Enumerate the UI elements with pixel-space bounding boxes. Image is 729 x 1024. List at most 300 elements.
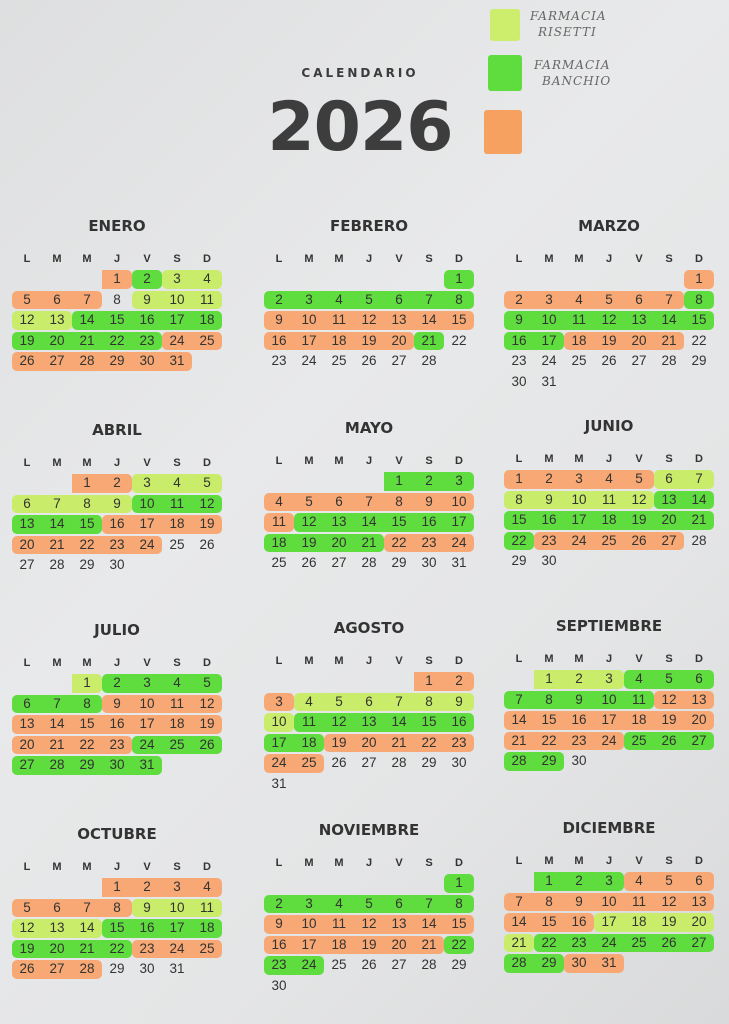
day-cell: 19 bbox=[654, 711, 684, 730]
day-cell: 17 bbox=[162, 919, 192, 938]
day-cell: 28 bbox=[72, 352, 102, 371]
weekday-label: M bbox=[52, 457, 62, 469]
day-cell: 29 bbox=[534, 752, 564, 771]
day-cell: 4 bbox=[324, 291, 354, 310]
day-cell: 24 bbox=[132, 536, 162, 555]
day-cell: 8 bbox=[102, 899, 132, 918]
empty-cell bbox=[354, 873, 384, 894]
weekday-label: S bbox=[425, 857, 433, 869]
day-cell: 3 bbox=[132, 674, 162, 693]
day-cell: 15 bbox=[504, 511, 534, 530]
day-cell: 5 bbox=[192, 674, 222, 693]
day-cell: 20 bbox=[384, 332, 414, 351]
day-cell: 14 bbox=[42, 515, 72, 534]
day-cell: 14 bbox=[654, 311, 684, 330]
month-name: MAYO bbox=[344, 419, 394, 437]
month-block-octubre bbox=[12, 824, 222, 980]
day-cell: 19 bbox=[294, 534, 324, 553]
day-cell: 21 bbox=[414, 936, 444, 955]
day-cell: 5 bbox=[12, 899, 42, 918]
day-cell: 20 bbox=[324, 534, 354, 553]
weekday-label: D bbox=[455, 857, 463, 869]
day-cell: 24 bbox=[564, 532, 594, 551]
weekday-label: V bbox=[395, 857, 403, 869]
weekday-label: M bbox=[82, 657, 92, 669]
day-cell: 29 bbox=[691, 353, 707, 368]
day-cell: 26 bbox=[12, 352, 42, 371]
weekday-label: M bbox=[304, 253, 314, 265]
legend-label: FARMACIA bbox=[530, 9, 607, 23]
day-cell: 25 bbox=[331, 957, 347, 972]
day-cell: 8 bbox=[384, 493, 414, 512]
day-cell: 14 bbox=[414, 915, 444, 934]
day-cell: 17 bbox=[564, 511, 594, 530]
day-cell: 13 bbox=[12, 715, 42, 734]
day-cell: 20 bbox=[354, 734, 384, 753]
day-cell: 2 bbox=[444, 672, 474, 691]
day-cell: 4 bbox=[192, 270, 222, 289]
weekday-label: J bbox=[113, 657, 121, 669]
weekday-label: J bbox=[605, 653, 613, 665]
weekday-label: V bbox=[143, 253, 151, 265]
weekday-label: D bbox=[455, 455, 463, 467]
empty-cell bbox=[72, 877, 102, 898]
day-cell: 31 bbox=[451, 555, 467, 570]
day-cell: 4 bbox=[264, 493, 294, 512]
legend-swatch-green bbox=[488, 55, 522, 91]
day-cell: 22 bbox=[72, 536, 102, 555]
day-cell: 25 bbox=[192, 940, 222, 959]
day-cell: 26 bbox=[361, 957, 377, 972]
day-cell: 21 bbox=[654, 332, 684, 351]
day-cell: 25 bbox=[624, 732, 654, 751]
month-name: ENERO bbox=[88, 217, 146, 235]
weekday-label: S bbox=[665, 855, 673, 867]
day-cell: 19 bbox=[354, 332, 384, 351]
empty-cell bbox=[564, 269, 594, 290]
weekday-label: J bbox=[113, 861, 121, 873]
weekday-label: M bbox=[304, 857, 314, 869]
month-grid bbox=[12, 857, 222, 980]
day-cell: 13 bbox=[684, 893, 714, 912]
day-cell: 7 bbox=[42, 495, 72, 514]
day-cell: 18 bbox=[294, 734, 324, 753]
day-cell: 13 bbox=[42, 919, 72, 938]
day-cell: 29 bbox=[109, 961, 125, 976]
day-cell: 29 bbox=[72, 756, 102, 775]
day-cell: 20 bbox=[684, 711, 714, 730]
day-cell: 30 bbox=[271, 977, 287, 993]
legend-label: RISETTI bbox=[538, 25, 597, 39]
empty-cell bbox=[264, 471, 294, 492]
legend-swatch-yellowgreen bbox=[490, 9, 520, 41]
day-cell: 10 bbox=[294, 311, 324, 330]
day-cell: 8 bbox=[72, 495, 102, 514]
day-cell: 23 bbox=[132, 332, 162, 351]
day-cell: 9 bbox=[264, 311, 294, 330]
legend-label: FARMACIA bbox=[534, 58, 611, 72]
day-cell: 23 bbox=[534, 532, 564, 551]
day-cell: 2 bbox=[534, 470, 564, 489]
day-cell: 7 bbox=[384, 693, 414, 712]
day-cell: 17 bbox=[594, 913, 624, 932]
empty-cell bbox=[504, 669, 534, 690]
day-cell: 23 bbox=[414, 534, 444, 553]
weekday-label: S bbox=[173, 457, 181, 469]
empty-cell bbox=[294, 873, 324, 894]
day-cell: 29 bbox=[391, 555, 407, 570]
empty-cell bbox=[294, 471, 324, 492]
day-cell: 29 bbox=[534, 954, 564, 973]
day-cell: 3 bbox=[594, 670, 624, 689]
day-cell: 26 bbox=[192, 736, 222, 755]
day-cell: 21 bbox=[684, 511, 714, 530]
day-cell: 30 bbox=[109, 557, 125, 572]
weekday-label: M bbox=[574, 855, 584, 867]
day-cell: 30 bbox=[541, 553, 557, 568]
day-cell: 27 bbox=[684, 732, 714, 751]
day-cell: 19 bbox=[192, 715, 222, 734]
day-cell: 1 bbox=[504, 470, 534, 489]
weekday-label: S bbox=[173, 253, 181, 265]
day-cell: 30 bbox=[571, 753, 587, 768]
day-cell: 24 bbox=[264, 754, 294, 773]
weekday-label: M bbox=[52, 253, 62, 265]
day-cell: 3 bbox=[534, 291, 564, 310]
day-cell: 13 bbox=[684, 691, 714, 710]
day-cell: 19 bbox=[324, 734, 354, 753]
weekday-label: M bbox=[334, 253, 344, 265]
day-cell: 24 bbox=[162, 940, 192, 959]
month-name: ABRIL bbox=[92, 421, 142, 439]
day-cell: 2 bbox=[132, 878, 162, 897]
day-cell: 10 bbox=[444, 493, 474, 512]
weekday-label: M bbox=[304, 655, 314, 667]
day-cell: 6 bbox=[684, 872, 714, 891]
day-cell: 11 bbox=[162, 495, 192, 514]
empty-cell bbox=[354, 269, 384, 290]
month-block-abril bbox=[12, 420, 222, 576]
empty-cell bbox=[42, 473, 72, 494]
day-cell: 12 bbox=[12, 311, 42, 330]
day-cell: 8 bbox=[444, 291, 474, 310]
empty-cell bbox=[264, 671, 294, 692]
calendar-year: 2026 bbox=[267, 88, 453, 167]
day-cell: 7 bbox=[504, 893, 534, 912]
day-cell: 5 bbox=[594, 291, 624, 310]
day-cell: 28 bbox=[361, 555, 377, 570]
day-cell: 5 bbox=[324, 693, 354, 712]
empty-cell bbox=[354, 471, 384, 492]
empty-cell bbox=[384, 269, 414, 290]
day-cell: 11 bbox=[294, 713, 324, 732]
day-cell: 5 bbox=[654, 670, 684, 689]
day-cell: 8 bbox=[113, 291, 121, 307]
day-cell: 6 bbox=[12, 695, 42, 714]
day-cell: 8 bbox=[534, 893, 564, 912]
day-cell: 24 bbox=[444, 534, 474, 553]
day-cell: 3 bbox=[264, 693, 294, 712]
day-cell: 28 bbox=[661, 353, 677, 368]
weekday-label: L bbox=[515, 253, 523, 265]
weekday-label: L bbox=[515, 453, 523, 465]
day-cell: 14 bbox=[414, 311, 444, 330]
day-cell: 19 bbox=[654, 913, 684, 932]
day-cell: 4 bbox=[162, 474, 192, 493]
day-cell: 25 bbox=[162, 736, 192, 755]
day-cell: 6 bbox=[384, 895, 414, 914]
day-cell: 17 bbox=[594, 711, 624, 730]
day-cell: 16 bbox=[132, 919, 162, 938]
day-cell: 11 bbox=[624, 893, 654, 912]
month-name: DICIEMBRE bbox=[562, 819, 656, 837]
month-block-junio bbox=[504, 416, 714, 572]
day-cell: 29 bbox=[421, 755, 437, 770]
weekday-label: S bbox=[173, 657, 181, 669]
day-cell: 17 bbox=[294, 332, 324, 351]
month-grid bbox=[12, 453, 222, 576]
day-cell: 12 bbox=[324, 713, 354, 732]
day-cell: 29 bbox=[102, 352, 132, 371]
day-cell: 3 bbox=[564, 470, 594, 489]
weekday-label: S bbox=[665, 253, 673, 265]
day-cell: 23 bbox=[444, 734, 474, 753]
day-cell: 16 bbox=[444, 713, 474, 732]
day-cell: 28 bbox=[504, 752, 534, 771]
day-cell: 19 bbox=[624, 511, 654, 530]
month-name: SEPTIEMBRE bbox=[555, 617, 663, 635]
weekday-label: S bbox=[173, 861, 181, 873]
day-cell: 20 bbox=[684, 913, 714, 932]
day-cell: 22 bbox=[72, 736, 102, 755]
day-cell: 10 bbox=[132, 695, 162, 714]
weekday-label: J bbox=[365, 857, 373, 869]
day-cell: 7 bbox=[414, 895, 444, 914]
weekday-label: V bbox=[635, 453, 643, 465]
day-cell: 21 bbox=[414, 332, 444, 351]
day-cell: 13 bbox=[384, 915, 414, 934]
day-cell: 8 bbox=[444, 895, 474, 914]
day-cell: 18 bbox=[624, 711, 654, 730]
day-cell: 6 bbox=[684, 670, 714, 689]
day-cell: 24 bbox=[162, 332, 192, 351]
day-cell: 8 bbox=[684, 291, 714, 310]
day-cell: 19 bbox=[12, 940, 42, 959]
day-cell: 17 bbox=[264, 734, 294, 753]
day-cell: 12 bbox=[654, 893, 684, 912]
day-cell: 1 bbox=[102, 270, 132, 289]
weekday-label: D bbox=[455, 655, 463, 667]
day-cell: 30 bbox=[139, 961, 155, 976]
day-cell: 30 bbox=[451, 755, 467, 770]
day-cell: 17 bbox=[444, 513, 474, 532]
day-cell: 23 bbox=[102, 536, 132, 555]
weekday-label: M bbox=[304, 455, 314, 467]
month-grid bbox=[264, 651, 474, 794]
day-cell: 27 bbox=[331, 555, 347, 570]
day-cell: 20 bbox=[42, 940, 72, 959]
day-cell: 4 bbox=[294, 693, 324, 712]
day-cell: 9 bbox=[564, 893, 594, 912]
day-cell: 1 bbox=[444, 874, 474, 893]
empty-cell bbox=[12, 877, 42, 898]
day-cell: 12 bbox=[354, 915, 384, 934]
day-cell: 6 bbox=[624, 291, 654, 310]
day-cell: 2 bbox=[102, 674, 132, 693]
month-grid bbox=[12, 249, 222, 372]
day-cell: 24 bbox=[132, 736, 162, 755]
day-cell: 18 bbox=[264, 534, 294, 553]
day-cell: 29 bbox=[511, 553, 527, 568]
weekday-label: D bbox=[203, 457, 211, 469]
weekday-label: L bbox=[275, 655, 283, 667]
day-cell: 31 bbox=[271, 775, 287, 791]
day-cell: 7 bbox=[72, 291, 102, 310]
month-name: MARZO bbox=[578, 217, 640, 235]
weekday-label: L bbox=[515, 855, 523, 867]
day-cell: 16 bbox=[564, 913, 594, 932]
day-cell: 15 bbox=[534, 711, 564, 730]
weekday-label: M bbox=[334, 655, 344, 667]
day-cell: 3 bbox=[162, 878, 192, 897]
weekday-label: M bbox=[52, 657, 62, 669]
day-cell: 28 bbox=[691, 532, 707, 548]
weekday-label: L bbox=[23, 657, 31, 669]
day-cell: 24 bbox=[294, 956, 324, 975]
day-cell: 14 bbox=[504, 711, 534, 730]
empty-cell bbox=[12, 673, 42, 694]
empty-cell bbox=[354, 671, 384, 692]
month-block-febrero bbox=[264, 216, 474, 372]
weekday-label: V bbox=[395, 455, 403, 467]
weekday-label: L bbox=[275, 253, 283, 265]
day-cell: 14 bbox=[384, 713, 414, 732]
day-cell: 22 bbox=[534, 732, 564, 751]
day-cell: 13 bbox=[12, 515, 42, 534]
day-cell: 22 bbox=[691, 332, 707, 348]
day-cell: 9 bbox=[504, 311, 534, 330]
weekday-label: D bbox=[455, 253, 463, 265]
empty-cell bbox=[12, 269, 42, 290]
day-cell: 13 bbox=[42, 311, 72, 330]
day-cell: 17 bbox=[132, 715, 162, 734]
day-cell: 2 bbox=[564, 670, 594, 689]
day-cell: 10 bbox=[534, 311, 564, 330]
month-name: OCTUBRE bbox=[77, 825, 157, 843]
weekday-label: D bbox=[203, 253, 211, 265]
day-cell: 14 bbox=[72, 919, 102, 938]
day-cell: 1 bbox=[414, 672, 444, 691]
day-cell: 31 bbox=[169, 961, 185, 976]
weekday-label: L bbox=[515, 653, 523, 665]
day-cell: 21 bbox=[504, 934, 534, 953]
day-cell: 12 bbox=[192, 495, 222, 514]
day-cell: 15 bbox=[384, 513, 414, 532]
day-cell: 6 bbox=[354, 693, 384, 712]
day-cell: 9 bbox=[564, 691, 594, 710]
day-cell: 7 bbox=[684, 470, 714, 489]
day-cell: 11 bbox=[594, 491, 624, 510]
day-cell: 27 bbox=[684, 934, 714, 953]
day-cell: 10 bbox=[294, 915, 324, 934]
weekday-label: L bbox=[275, 857, 283, 869]
day-cell: 17 bbox=[132, 515, 162, 534]
day-cell: 10 bbox=[132, 495, 162, 514]
month-name: FEBRERO bbox=[329, 217, 409, 235]
day-cell: 16 bbox=[102, 515, 132, 534]
empty-cell bbox=[324, 269, 354, 290]
month-block-diciembre bbox=[504, 818, 714, 974]
weekday-label: V bbox=[395, 253, 403, 265]
day-cell: 21 bbox=[354, 534, 384, 553]
day-cell: 15 bbox=[534, 913, 564, 932]
day-cell: 10 bbox=[594, 691, 624, 710]
empty-cell bbox=[294, 269, 324, 290]
day-cell: 2 bbox=[264, 291, 294, 310]
day-cell: 14 bbox=[354, 513, 384, 532]
day-cell: 27 bbox=[391, 353, 407, 368]
day-cell: 13 bbox=[624, 311, 654, 330]
day-cell: 11 bbox=[192, 899, 222, 918]
day-cell: 20 bbox=[384, 936, 414, 955]
day-cell: 11 bbox=[162, 695, 192, 714]
empty-cell bbox=[504, 871, 534, 892]
day-cell: 8 bbox=[504, 491, 534, 510]
month-block-mayo bbox=[264, 418, 474, 574]
day-cell: 12 bbox=[192, 695, 222, 714]
weekday-label: M bbox=[334, 455, 344, 467]
weekday-label: M bbox=[574, 653, 584, 665]
day-cell: 2 bbox=[264, 895, 294, 914]
day-cell: 25 bbox=[571, 353, 587, 368]
day-cell: 3 bbox=[444, 472, 474, 491]
day-cell: 31 bbox=[132, 756, 162, 775]
day-cell: 22 bbox=[384, 534, 414, 553]
day-cell: 11 bbox=[564, 311, 594, 330]
day-cell: 22 bbox=[534, 934, 564, 953]
day-cell: 3 bbox=[294, 291, 324, 310]
day-cell: 13 bbox=[654, 491, 684, 510]
day-cell: 25 bbox=[294, 754, 324, 773]
weekday-label: D bbox=[695, 855, 703, 867]
day-cell: 8 bbox=[72, 695, 102, 714]
day-cell: 4 bbox=[324, 895, 354, 914]
day-cell: 28 bbox=[421, 957, 437, 972]
calendar-subtitle: CALENDARIO bbox=[301, 66, 419, 80]
day-cell: 6 bbox=[42, 899, 72, 918]
day-cell: 9 bbox=[132, 899, 162, 918]
day-cell: 1 bbox=[684, 270, 714, 289]
day-cell: 27 bbox=[42, 960, 72, 979]
month-grid bbox=[504, 449, 714, 572]
day-cell: 2 bbox=[132, 270, 162, 289]
day-cell: 3 bbox=[294, 895, 324, 914]
day-cell: 25 bbox=[594, 532, 624, 551]
month-block-septiembre bbox=[504, 616, 714, 772]
day-cell: 21 bbox=[504, 732, 534, 751]
day-cell: 26 bbox=[12, 960, 42, 979]
day-cell: 27 bbox=[391, 957, 407, 972]
day-cell: 4 bbox=[624, 670, 654, 689]
day-cell: 6 bbox=[384, 291, 414, 310]
day-cell: 15 bbox=[414, 713, 444, 732]
day-cell: 26 bbox=[361, 353, 377, 368]
day-cell: 4 bbox=[594, 470, 624, 489]
day-cell: 30 bbox=[102, 756, 132, 775]
empty-cell bbox=[384, 873, 414, 894]
day-cell: 23 bbox=[102, 736, 132, 755]
day-cell: 23 bbox=[271, 353, 287, 368]
